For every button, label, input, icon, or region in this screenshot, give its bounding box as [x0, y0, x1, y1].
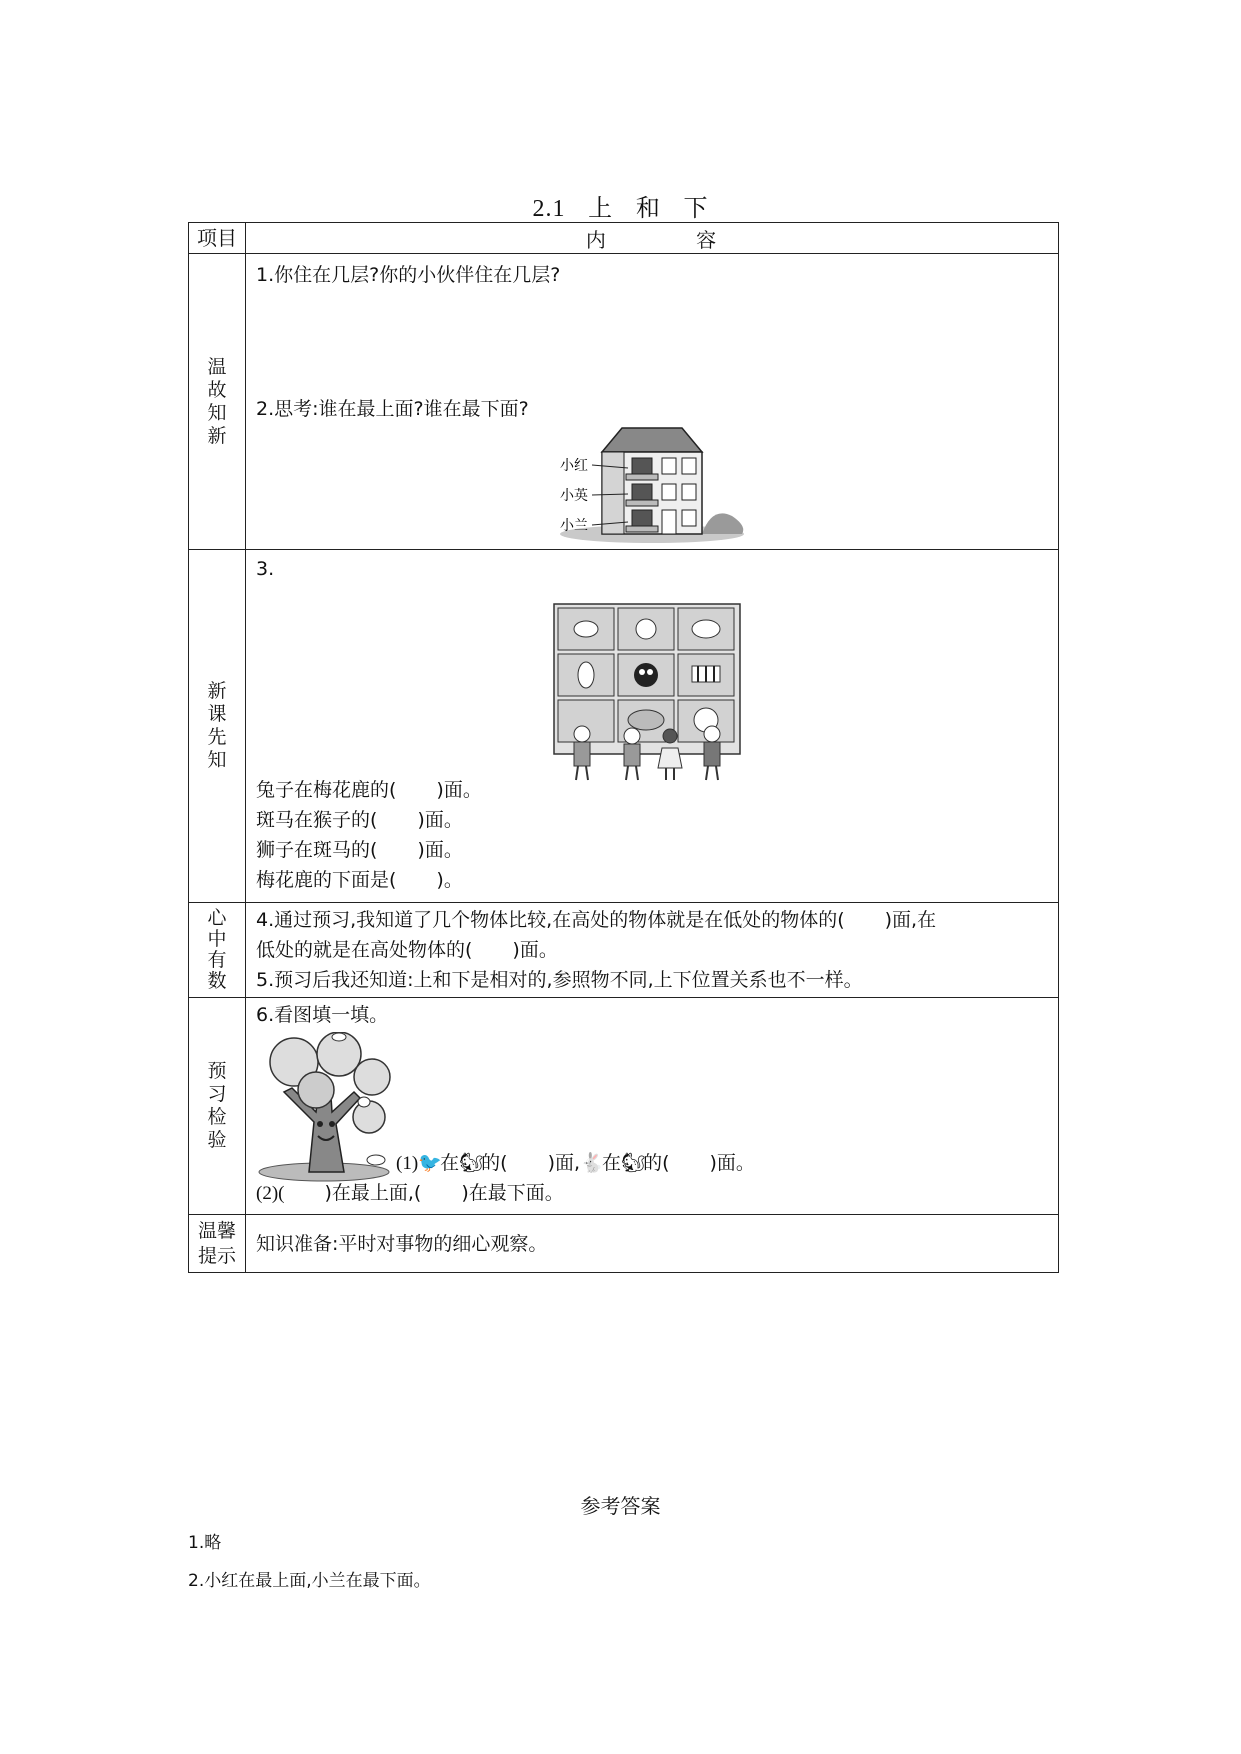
worksheet-table: [188, 222, 1059, 1273]
row-content: [246, 998, 1059, 1215]
line-text: )面。: [512, 939, 558, 961]
building-illustration: [552, 426, 752, 546]
answer-item: 2.小红在最上面,小兰在最下面。: [188, 1571, 431, 1591]
answers-title: 参考答案: [580, 1494, 661, 1518]
row-label-text: 心中有数: [207, 907, 227, 992]
building-label: 小兰: [560, 518, 588, 534]
line-text: )面。: [417, 839, 463, 861]
row-label: [189, 1215, 246, 1273]
section-number: 2.1: [532, 196, 566, 222]
row-content: [246, 550, 1059, 903]
document-title: [0, 188, 1241, 223]
line-text: )。: [436, 869, 463, 891]
question-4-cont: [256, 935, 1058, 965]
title-char: 下: [683, 194, 709, 222]
fill-line: [256, 865, 482, 895]
line-text: 狮子在斑马的(: [256, 839, 378, 861]
table-row: [189, 998, 1059, 1215]
header-item: 项目: [189, 223, 246, 254]
row-label: [189, 550, 246, 903]
row-label: [189, 998, 246, 1215]
row-content: [246, 1215, 1059, 1273]
row-label-text: 温馨提示: [197, 1219, 236, 1267]
line-text: (2)(: [256, 1183, 285, 1204]
fill-line: [256, 775, 482, 805]
row-label-text: 新课先知: [207, 680, 227, 771]
line-text: 的(: [481, 1152, 508, 1174]
title-char: 和: [635, 194, 661, 222]
fill-line: [256, 835, 482, 865]
line-text: 梅花鹿的下面是(: [256, 869, 397, 891]
header-content: 内 容: [246, 223, 1059, 254]
table-row: [189, 550, 1059, 903]
fill-line: [256, 805, 482, 835]
line-text: 斑马在猴子的(: [256, 809, 378, 831]
row-content: [246, 903, 1059, 998]
question-6-part-1: [396, 1148, 755, 1179]
part-number: (1): [396, 1153, 419, 1174]
line-text: 在: [440, 1152, 460, 1174]
question-5: 5.预习后我还知道:上和下是相对的,参照物不同,上下位置关系也不一样。: [256, 969, 863, 991]
line-text: 低处的就是在高处物体的(: [256, 939, 473, 961]
table-row: [189, 254, 1059, 550]
line-text: )在最下面。: [461, 1182, 564, 1204]
bird-icon: 🐦: [418, 1152, 442, 1174]
table-row: [189, 1215, 1059, 1273]
question-3: 3.: [256, 558, 275, 580]
line-text: )面,: [547, 1152, 581, 1174]
row-label-text: 预习检验: [207, 1060, 227, 1151]
tree-illustration: [254, 1032, 394, 1182]
building-label: 小英: [560, 488, 588, 504]
header-row: [189, 223, 1059, 254]
line-text: )面。: [436, 779, 482, 801]
line-text: )面。: [709, 1152, 755, 1174]
question-6: 6.看图填一填。: [256, 1004, 389, 1026]
line-text: 兔子在梅花鹿的(: [256, 779, 397, 801]
question-4: [256, 905, 1058, 935]
line-text: )在最上面,(: [324, 1182, 422, 1204]
question-2: 2.思考:谁在最上面?谁在最下面?: [256, 398, 529, 420]
rabbit-icon: 🐇: [580, 1152, 604, 1174]
animal-grid-illustration: [552, 602, 742, 782]
title-char: 上: [588, 194, 614, 222]
squirrel-icon: 🐿: [459, 1152, 484, 1174]
row-label: [189, 903, 246, 998]
line-text: 在: [602, 1152, 622, 1174]
tip-text: 知识准备:平时对事物的细心观察。: [256, 1232, 548, 1255]
squirrel-icon: 🐿: [621, 1152, 646, 1174]
line-text: 的(: [643, 1152, 670, 1174]
row-label-text: 温故知新: [207, 355, 227, 447]
answer-item: 1.略: [188, 1533, 222, 1553]
line-text: )面,在: [884, 909, 937, 931]
line-text: )面。: [417, 809, 463, 831]
question-1: 1.你住在几层?你的小伙伴住在几层?: [256, 264, 561, 286]
table-row: [189, 903, 1059, 998]
line-text: 4.通过预习,我知道了几个物体比较,在高处的物体就是在低处的物体的(: [256, 909, 845, 931]
question-6-part-2: [256, 1178, 564, 1209]
building-label: 小红: [560, 458, 588, 474]
row-label: [189, 254, 246, 550]
row-content: [246, 254, 1059, 550]
